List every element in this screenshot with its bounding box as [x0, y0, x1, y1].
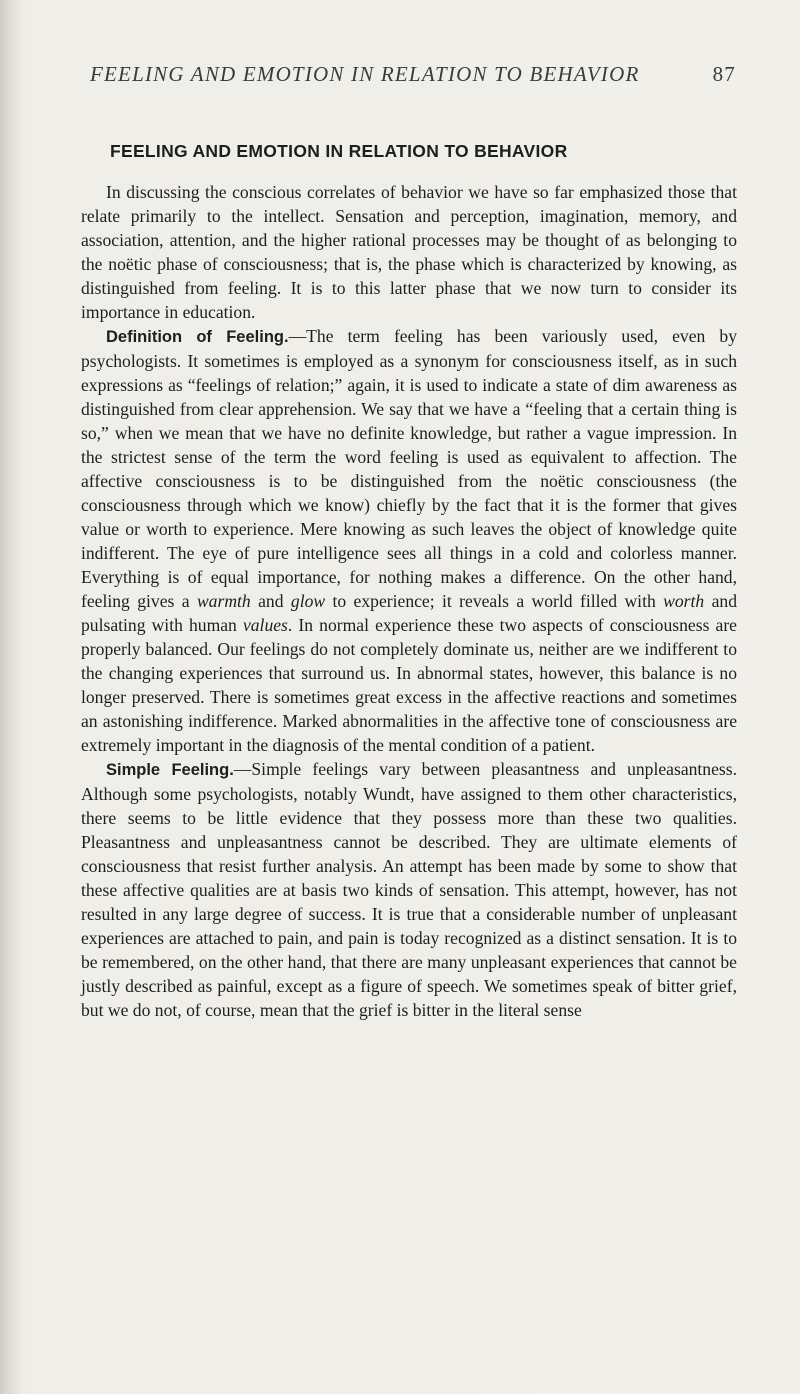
emphasis-glow: glow: [290, 591, 326, 611]
emphasis-worth: worth: [663, 591, 705, 611]
emphasis-warmth: warmth: [196, 591, 251, 611]
running-head-title: FEELING AND EMOTION IN RELATION TO BEHAVIOR: [90, 62, 640, 86]
paragraph-definition-of-feeling: [81, 324, 737, 757]
emphasis-values: values: [242, 615, 288, 635]
body-text: [81, 180, 737, 1022]
paragraph-intro: [81, 180, 737, 324]
definition-text-5: . In normal experience these two aspects of consciousness are properly balanced. Our feelings do not completely dominate us, neither are we indifferent to the changing experiences that surround us. In abnormal states, however, this balance is no longer preserved. There is sometimes great excess in the affective reactions and sometimes an astonishing indifference. Marked abnormalities in the affective tone of consciousness are extremely important in the diagnosis of the mental condition of a patient.: [81, 615, 737, 755]
paragraph-simple-feeling: [81, 757, 737, 1022]
binding-gutter: [0, 0, 22, 1394]
running-head: [90, 62, 736, 87]
definition-text-1: —The term feeling has been variously used, even by psychologists. It sometimes is employed as a synonym for consciousness itself, as in such expressions as “feelings of relation;” again, it is used to indicate a state of dim awareness as distinguished from clear apprehension. We say that we have a “feeling that a certain thing is so,” when we mean that we have no definite knowledge, but rather a vague impression. In the strictest sense of the term the word feeling is used as equivalent to affection. The affective consciousness is to be distinguished from the noëtic consciousness (the consciousness through which we know) chiefly by the fact that it is the former that gives value or worth to experience. Mere knowing as such leaves the object of knowledge quite indifferent. The eye of pure intelligence sees all things in a cold and colorless manner. Everything is of equal importance, for nothing makes a difference. On the other hand, feeling gives a: [81, 326, 737, 611]
simple-feeling-text: —Simple feelings vary between pleasantness and unpleasantness. Although some psychologists, notably Wundt, have assigned to them other characteristics, there seems to be little evidence that they possess more than these two qualities. Pleasantness and unpleasantness cannot be described. They are ultimate elements of consciousness that resist further analysis. An attempt has been made by some to show that these affective qualities are at basis two kinds of sensation. This attempt, however, has not resulted in any large degree of success. It is true that a considerable number of unpleasant experiences are attached to pain, and pain is today recognized as a distinct sensation. It is to be remembered, on the other hand, that there are many unpleasant experiences that cannot be justly described as painful, except as a figure of speech. We sometimes speak of bitter grief, but we do not, of course, mean that the grief is bitter in the literal sense: [81, 759, 738, 1020]
chapter-title: FEELING AND EMOTION IN RELATION TO BEHAVIOR: [110, 141, 568, 161]
definition-text-4: and pulsating with human: [81, 591, 738, 635]
page-number: 87: [712, 62, 736, 86]
section-heading-simple-feeling: Simple Feeling.: [106, 761, 234, 779]
section-heading-definition: Definition of Feeling.: [106, 328, 289, 346]
paragraph-intro-text: In discussing the conscious correlates of behavior we have so far emphasized those that relate primarily to the intellect. Sensation and perception, imagination, memory, and association, attention, and the higher rational processes may be thought of as belonging to the noëtic phase of consciousness; that is, the phase which is characterized by knowing, as distinguished from feeling. It is to this latter phase that we now turn to consider its importance in education.: [81, 182, 737, 322]
definition-text-3: to experience; it reveals a world filled with: [325, 591, 664, 611]
definition-text-2: and: [250, 591, 291, 611]
